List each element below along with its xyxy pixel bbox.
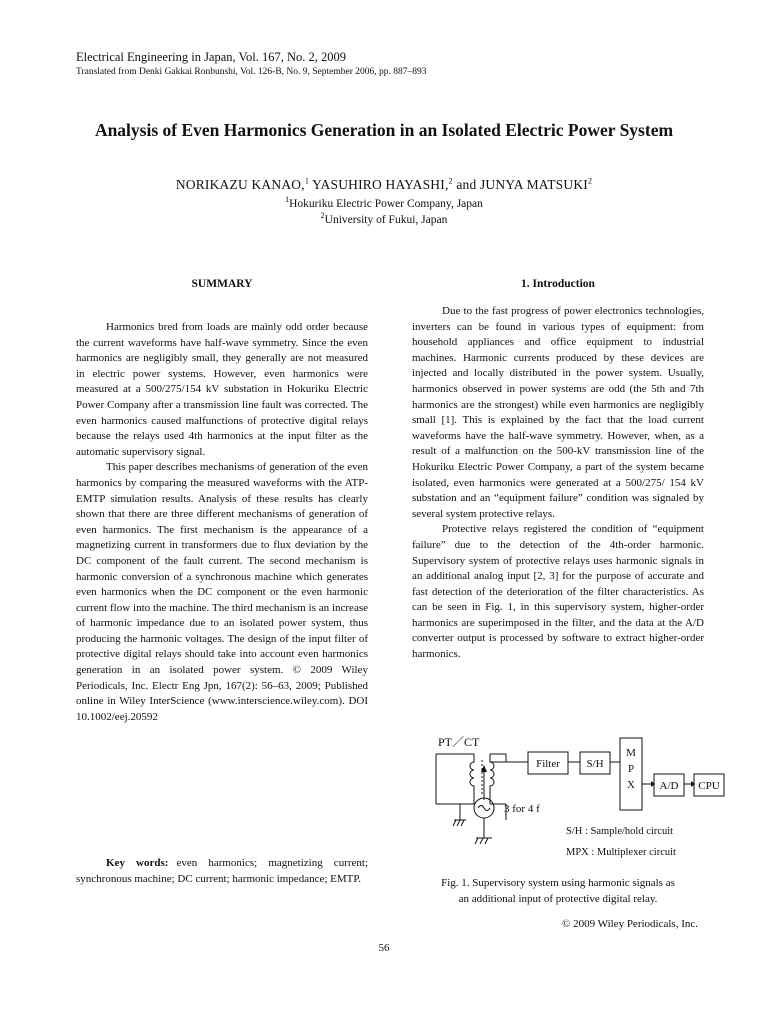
figure-1-caption xyxy=(412,876,704,907)
caption-line: an additional input of protective digital relay. xyxy=(458,892,658,905)
introduction-body xyxy=(412,304,704,663)
journal-citation: Electrical Engineering in Japan, Vol. 167, No. 2, 2009 xyxy=(76,50,346,64)
summary-heading: SUMMARY xyxy=(191,278,253,290)
summary-body xyxy=(76,320,368,725)
ground-symbol xyxy=(457,820,460,826)
legend-multiplexer: MPX : Multiplexer circuit xyxy=(566,847,676,858)
ground-symbol xyxy=(453,820,456,826)
sine-wave-icon xyxy=(478,806,490,811)
ground-symbol xyxy=(461,820,464,826)
author-affiliation-mark: 2 xyxy=(587,176,593,186)
sample-hold-label: S/H xyxy=(586,758,604,770)
mpx-label-m: M xyxy=(626,747,636,759)
keywords xyxy=(76,856,368,887)
introduction-heading: 1. Introduction xyxy=(521,278,595,290)
ad-label: A/D xyxy=(659,780,679,792)
author-name: and JUNYA MATSUKI xyxy=(456,177,588,192)
author-name: NORIKAZU KANAO, xyxy=(175,177,305,192)
author-affiliation-mark: 1 xyxy=(304,176,310,186)
keywords-text: even harmonics; magnetizing current; synchronous machine; DC current; harmonic impedance; EMTP. xyxy=(76,857,369,885)
affiliation-1 xyxy=(0,195,768,210)
introduction-paragraph: Protective relays registered the condition of “equipment failure” due to the detection of the 4th-order harmonic. Supervisory system of protective relays uses harmonic signals in an additional analog input [2, 3] for the purpose of accurate and fast detection of the deterioration of the filter characteristics. As can be seen in Fig. 1, in this supervisory system, higher-order harmonics are superimposed in the filter, and the data at the A/D converter output is processed by software to extract higher-order harmonics. xyxy=(412,523,704,661)
translation-note: Translated from Denki Gakkai Ronbunshi, Vol. 126-B, No. 9, September 2006, pp. 887–893 xyxy=(76,67,427,77)
filter-label: Filter xyxy=(536,758,560,770)
introduction-paragraph: Due to the fast progress of power electronics technologies, inverters can be found in various types of equipment: from household appliances and office equipment to industrial machines. Harmonic currents produced by these devices are injected and locally distributed in the power system. Usually, harmonics observed in power systems are odd (the 5th and 7th harmonics are the strongest) while even harmonics are negligibly small [1]. This is explained by the fact that the load current waveforms have the half-wave symmetry. However, when, as a result of a malfunction on the 500-kV transmission line of the Hokuriku Electric Power Company, a part of the system became isolated, even harmonics were generated at a 500/275/ 154 kV substation and an “equipment failure” condition was signaled by several system protective relays. xyxy=(412,305,704,520)
legend-sample-hold: S/H : Sample/hold circuit xyxy=(566,826,674,837)
summary-paragraph: Harmonics bred from loads are mainly odd order because the current waveforms have half-wave symmetry. Since the even harmonics are negligibly small, they generally are not measured in electric power systems. However, even harmonics were measured at a 500/275/154 kV substation in Hokuriku Electric Power Company after a transmission line fault was corrected. The even harmonics caused malfunctions of protective digital relays because the relays used 4th harmonics at the input filter as the automatic supervisory signal. xyxy=(76,321,368,458)
affiliation-2 xyxy=(0,211,768,226)
page-number: 56 xyxy=(378,942,390,954)
source-label: 3 for 4 f xyxy=(504,803,540,815)
paper-title: Analysis of Even Harmonics Generation in an Isolated Electric Power System xyxy=(94,120,674,140)
mpx-label-x: X xyxy=(627,779,635,791)
caption-line: Fig. 1. Supervisory system using harmonic signals as xyxy=(441,877,675,889)
author-affiliation-mark: 2 xyxy=(448,176,453,186)
cpu-label: CPU xyxy=(698,780,720,792)
affiliation-mark: 2 xyxy=(320,211,325,221)
affiliation-text: University of Fukui, Japan xyxy=(324,214,448,226)
ground-symbol xyxy=(485,838,488,844)
keywords-label: Key words: xyxy=(106,857,169,869)
author-name: YASUHIRO HAYASHI, xyxy=(312,177,449,192)
author-list xyxy=(0,177,768,193)
transformer-primary-coil xyxy=(470,754,474,804)
affiliation-text: Hokuriku Electric Power Company, Japan xyxy=(289,198,483,210)
copyright-notice: © 2009 Wiley Periodicals, Inc. xyxy=(561,918,698,930)
supervisory-system-diagram xyxy=(426,734,726,864)
affiliation-mark: 1 xyxy=(285,195,290,205)
mpx-label-p: P xyxy=(627,763,635,775)
summary-paragraph: This paper describes mechanisms of generation of the even harmonics by comparing the measured waveforms with the ATP-EMTP simulation results. Analysis of these results has clearly shown that there are three different mechanisms of generation of even harmonics. The first mechanism is the appearance of a magnetizing current in transformers due to flux deviation by the DC component of the fault current. The second mechanism is harmonic conversion of a synchronous machine which generates even harmonics when the DC component or the even harmonic current flow into the machine. The third mechanism is an increase of harmonic impedance due to an isolated power system, thus producing the harmonic voltages. The design of the input filter of protective digital relays should take into account even harmonics generation in an isolated power system. © 2009 Wiley Periodicals, Inc. Electr Eng Jpn, 167(2): 56–63, 2009; Published online in Wiley InterScience (www.interscience.wiley.com). DOI 10.1002/eej.20592 xyxy=(76,461,368,723)
ground-symbol xyxy=(475,838,478,844)
ground-symbol xyxy=(480,838,483,844)
pt-ct-label: PT／CT xyxy=(438,735,480,749)
figure-1-diagram xyxy=(426,734,726,864)
